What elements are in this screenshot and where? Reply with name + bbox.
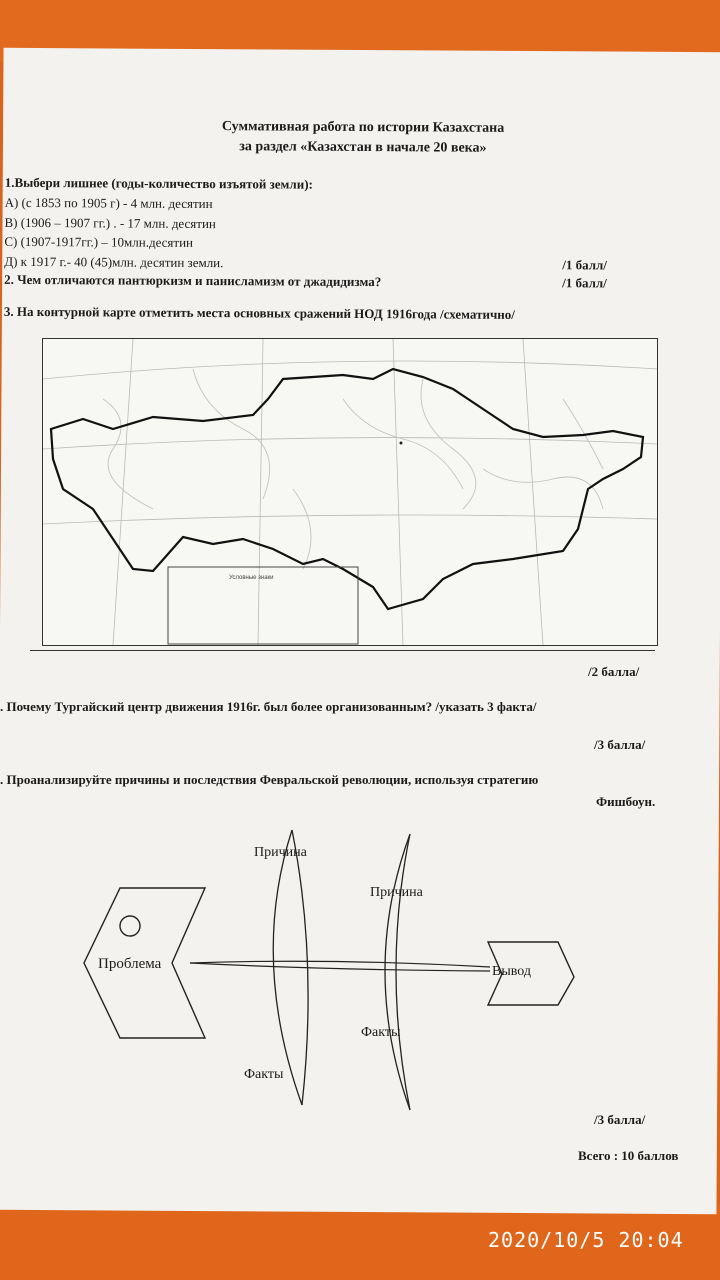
contour-map bbox=[42, 338, 658, 646]
map-legend-label: Условные знаки bbox=[229, 575, 274, 581]
q5-score: /3 балла/ bbox=[594, 1112, 646, 1127]
q2-score: /1 балл/ bbox=[562, 275, 607, 291]
question-3: 3. На контурной карте отметить места основных сражений НОД 1916года /схематично/ bbox=[3, 303, 515, 322]
q1-option-b: В) (1906 – 1907 гг.) . - 17 млн. десятин bbox=[4, 214, 216, 232]
question-5-line-1: . Проанализируйте причины и последствия Февральской революции, используя стратегию bbox=[0, 772, 539, 787]
q1-option-d: Д) к 1917 г.- 40 (45)млн. десятин земли. bbox=[4, 253, 224, 271]
question-1: 1.Выбери лишнее (годы-количество изъятой земли): bbox=[4, 174, 313, 192]
q1-option-a: А) (с 1853 по 1905 г) - 4 млн. десятин bbox=[4, 194, 213, 212]
fishbone-cause-1: Причина bbox=[254, 845, 307, 860]
q1-option-c: С) (1907-1917гг.) – 10млн.десятин bbox=[4, 233, 194, 250]
kazakhstan-map-drawing bbox=[43, 339, 657, 645]
photo-timestamp: 2020/10/5 20:04 bbox=[488, 1228, 684, 1252]
fishbone-facts-2: Факты bbox=[361, 1025, 401, 1040]
fishbone-conclusion: Вывод bbox=[492, 964, 531, 979]
question-5-line-2: Фишбоун. bbox=[596, 794, 656, 809]
fishbone-facts-1: Факты bbox=[244, 1067, 284, 1082]
fishbone-cause-2: Причина bbox=[370, 885, 423, 900]
map-answer-line bbox=[30, 650, 655, 651]
title-line-1: Суммативная работа по истории Казахстана bbox=[221, 119, 505, 136]
q3-score: /2 балла/ bbox=[588, 664, 640, 679]
question-2: 2. Чем отличаются пантюркизм и панисламизм от джадидизма? bbox=[4, 271, 382, 290]
q4-score: /3 балла/ bbox=[594, 737, 646, 752]
total-score: Всего : 10 баллов bbox=[578, 1148, 679, 1163]
q1-score: /1 балл/ bbox=[562, 257, 607, 273]
fishbone-problem: Проблема bbox=[98, 956, 162, 972]
question-4: . Почему Тургайский центр движения 1916г. был более организованным? /указать 3 факта/ bbox=[0, 699, 537, 714]
title-line-2: за раздел «Казахстан в начале 20 века» bbox=[239, 139, 487, 156]
